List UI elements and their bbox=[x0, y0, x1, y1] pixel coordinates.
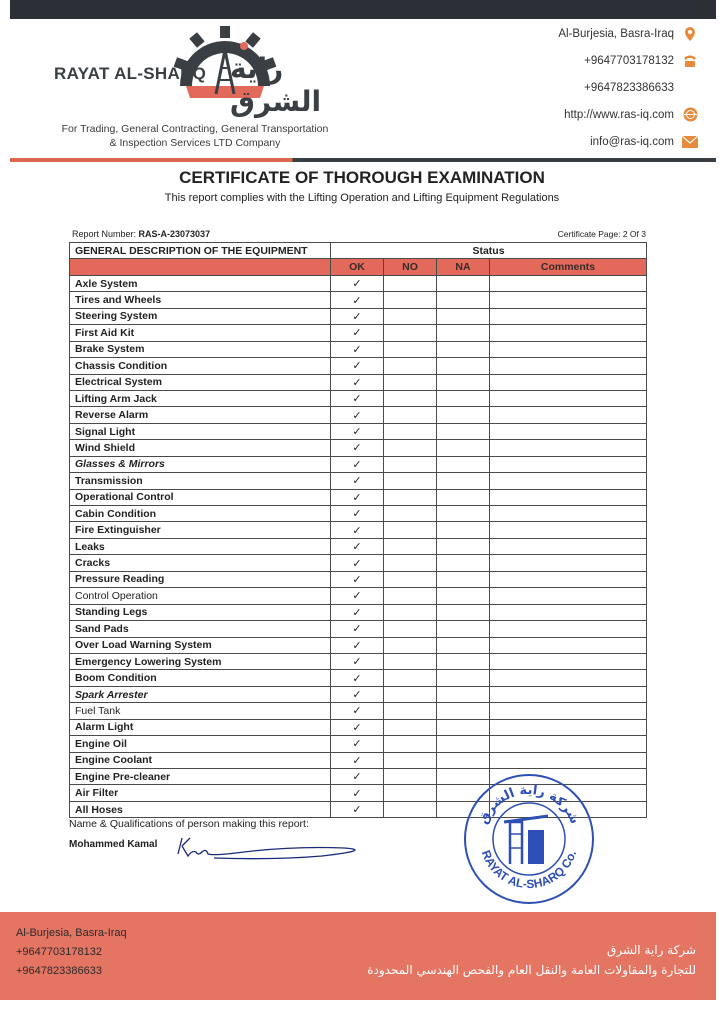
status-ok-check: ✓ bbox=[331, 358, 384, 374]
status-na-cell bbox=[437, 473, 490, 489]
document-title: CERTIFICATE OF THOROUGH EXAMINATION bbox=[179, 168, 545, 187]
equipment-item-name: Emergency Lowering System bbox=[70, 653, 331, 669]
status-ok-check: ✓ bbox=[331, 506, 384, 522]
contact-phone-1 bbox=[458, 47, 698, 74]
comments-cell bbox=[490, 341, 647, 357]
status-na-cell bbox=[437, 292, 490, 308]
equipment-item-name: Brake System bbox=[70, 341, 331, 357]
status-ok-check: ✓ bbox=[331, 736, 384, 752]
equipment-item-name: Engine Pre-cleaner bbox=[70, 769, 331, 785]
equipment-item-name: Standing Legs bbox=[70, 604, 331, 620]
contact-block bbox=[458, 20, 698, 155]
footer-arabic-line-2: للتجارة والمقاولات العامة والنقل العام والفحص الهندسي المحدودة bbox=[367, 963, 696, 977]
comments-cell bbox=[490, 489, 647, 505]
status-na-cell bbox=[437, 571, 490, 587]
status-no-cell bbox=[384, 358, 437, 374]
equipment-item-name: Alarm Light bbox=[70, 719, 331, 735]
footer-arabic-name bbox=[367, 940, 696, 980]
equipment-item-name: Air Filter bbox=[70, 785, 331, 801]
comments-cell bbox=[490, 637, 647, 653]
table-row bbox=[70, 703, 647, 719]
table-row bbox=[70, 653, 647, 669]
status-na-cell bbox=[437, 637, 490, 653]
contact-website[interactable] bbox=[458, 101, 698, 128]
status-ok-check: ✓ bbox=[331, 538, 384, 554]
top-dark-bar bbox=[10, 0, 716, 19]
comments-cell bbox=[490, 522, 647, 538]
comments-cell bbox=[490, 686, 647, 702]
status-na-cell bbox=[437, 325, 490, 341]
logo-text-english: RAYAT AL-SHARQ bbox=[54, 64, 207, 83]
comments-cell bbox=[490, 423, 647, 439]
status-ok-check: ✓ bbox=[331, 637, 384, 653]
table-row bbox=[70, 736, 647, 752]
company-stamp bbox=[462, 772, 596, 906]
status-ok-check: ✓ bbox=[331, 456, 384, 472]
status-na-cell bbox=[437, 440, 490, 456]
status-na-cell bbox=[437, 752, 490, 768]
equipment-item-name: Tires and Wheels bbox=[70, 292, 331, 308]
table-row bbox=[70, 522, 647, 538]
comments-cell bbox=[490, 703, 647, 719]
document-subtitle: This report complies with the Lifting Operation and Lifting Equipment Regulations bbox=[164, 192, 560, 204]
table-row bbox=[70, 621, 647, 637]
report-number-value: RAS-A-23073037 bbox=[138, 229, 211, 239]
comments-cell bbox=[490, 440, 647, 456]
table-header-row-1 bbox=[70, 243, 647, 259]
location-pin-icon bbox=[682, 26, 698, 42]
status-no-cell bbox=[384, 621, 437, 637]
status-na-cell bbox=[437, 621, 490, 637]
footer-band bbox=[0, 912, 716, 1000]
status-na-cell bbox=[437, 456, 490, 472]
table-row bbox=[70, 440, 647, 456]
status-ok-check: ✓ bbox=[331, 703, 384, 719]
status-no-cell bbox=[384, 785, 437, 801]
equipment-item-name: Engine Oil bbox=[70, 736, 331, 752]
status-ok-check: ✓ bbox=[331, 440, 384, 456]
equipment-item-name: Steering System bbox=[70, 308, 331, 324]
header-na: NA bbox=[437, 259, 490, 275]
table-row bbox=[70, 489, 647, 505]
status-ok-check: ✓ bbox=[331, 407, 384, 423]
status-no-cell bbox=[384, 588, 437, 604]
tagline-line-2: & Inspection Services LTD Company bbox=[109, 137, 281, 149]
status-na-cell bbox=[437, 670, 490, 686]
comments-cell bbox=[490, 292, 647, 308]
comments-cell bbox=[490, 275, 647, 291]
status-ok-check: ✓ bbox=[331, 473, 384, 489]
globe-icon bbox=[682, 107, 698, 123]
contact-website-text[interactable]: http://www.ras-iq.com bbox=[564, 108, 674, 121]
equipment-item-name: Electrical System bbox=[70, 374, 331, 390]
status-na-cell bbox=[437, 308, 490, 324]
status-na-cell bbox=[437, 407, 490, 423]
comments-cell bbox=[490, 538, 647, 554]
status-ok-check: ✓ bbox=[331, 670, 384, 686]
status-no-cell bbox=[384, 456, 437, 472]
table-row bbox=[70, 571, 647, 587]
handwritten-signature bbox=[174, 832, 394, 862]
status-no-cell bbox=[384, 653, 437, 669]
table-row bbox=[70, 456, 647, 472]
footer-phone-1: +9647703178132 bbox=[16, 946, 102, 958]
stamp-english-text: RAYAT AL-SHARQ Co. bbox=[478, 848, 580, 892]
table-row bbox=[70, 341, 647, 357]
comments-cell bbox=[490, 325, 647, 341]
equipment-item-name: Boom Condition bbox=[70, 670, 331, 686]
status-ok-check: ✓ bbox=[331, 752, 384, 768]
status-na-cell bbox=[437, 489, 490, 505]
table-row bbox=[70, 588, 647, 604]
status-ok-check: ✓ bbox=[331, 489, 384, 505]
comments-cell bbox=[490, 604, 647, 620]
status-ok-check: ✓ bbox=[331, 653, 384, 669]
comments-cell bbox=[490, 456, 647, 472]
comments-cell bbox=[490, 390, 647, 406]
status-na-cell bbox=[437, 719, 490, 735]
table-row bbox=[70, 292, 647, 308]
comments-cell bbox=[490, 374, 647, 390]
equipment-item-name: Operational Control bbox=[70, 489, 331, 505]
header-divider bbox=[10, 158, 716, 162]
status-na-cell bbox=[437, 736, 490, 752]
table-row bbox=[70, 374, 647, 390]
header-status: Status bbox=[331, 243, 647, 259]
status-ok-check: ✓ bbox=[331, 374, 384, 390]
status-no-cell bbox=[384, 538, 437, 554]
status-no-cell bbox=[384, 506, 437, 522]
status-no-cell bbox=[384, 571, 437, 587]
status-na-cell bbox=[437, 341, 490, 357]
status-no-cell bbox=[384, 374, 437, 390]
status-no-cell bbox=[384, 440, 437, 456]
signature-label: Name & Qualifications of person making this report: bbox=[69, 818, 309, 830]
status-ok-check: ✓ bbox=[331, 275, 384, 291]
status-ok-check: ✓ bbox=[331, 325, 384, 341]
contact-phone-2-text: +9647823386633 bbox=[584, 81, 674, 94]
status-ok-check: ✓ bbox=[331, 621, 384, 637]
equipment-item-name: Cracks bbox=[70, 555, 331, 571]
comments-cell bbox=[490, 506, 647, 522]
comments-cell bbox=[490, 308, 647, 324]
status-ok-check: ✓ bbox=[331, 719, 384, 735]
header-comments: Comments bbox=[490, 259, 647, 275]
equipment-item-name: Chassis Condition bbox=[70, 358, 331, 374]
status-ok-check: ✓ bbox=[331, 522, 384, 538]
status-no-cell bbox=[384, 407, 437, 423]
status-no-cell bbox=[384, 275, 437, 291]
status-ok-check: ✓ bbox=[331, 341, 384, 357]
status-ok-check: ✓ bbox=[331, 604, 384, 620]
status-no-cell bbox=[384, 390, 437, 406]
envelope-icon bbox=[682, 134, 698, 150]
status-na-cell bbox=[437, 686, 490, 702]
equipment-item-name: Fuel Tank bbox=[70, 703, 331, 719]
equipment-item-name: Over Load Warning System bbox=[70, 637, 331, 653]
status-na-cell bbox=[437, 555, 490, 571]
status-no-cell bbox=[384, 703, 437, 719]
status-ok-check: ✓ bbox=[331, 292, 384, 308]
signature-section bbox=[69, 818, 389, 850]
equipment-item-name: Glasses & Mirrors bbox=[70, 456, 331, 472]
phone-icon bbox=[682, 53, 698, 69]
status-na-cell bbox=[437, 588, 490, 604]
table-row bbox=[70, 686, 647, 702]
equipment-item-name: All Hoses bbox=[70, 801, 331, 817]
company-logo bbox=[48, 24, 348, 124]
status-ok-check: ✓ bbox=[331, 555, 384, 571]
comments-cell bbox=[490, 473, 647, 489]
equipment-item-name: Cabin Condition bbox=[70, 506, 331, 522]
status-no-cell bbox=[384, 604, 437, 620]
table-row bbox=[70, 752, 647, 768]
equipment-item-name: Pressure Reading bbox=[70, 571, 331, 587]
table-header-row-2 bbox=[70, 259, 647, 275]
stamp-arabic-text: شركة راية الشرق bbox=[476, 782, 583, 827]
comments-cell bbox=[490, 407, 647, 423]
equipment-status-table bbox=[69, 242, 647, 818]
status-na-cell bbox=[437, 506, 490, 522]
status-no-cell bbox=[384, 423, 437, 439]
status-ok-check: ✓ bbox=[331, 423, 384, 439]
footer-address: Al-Burjesia, Basra-Iraq bbox=[16, 927, 127, 939]
table-row bbox=[70, 423, 647, 439]
comments-cell bbox=[490, 670, 647, 686]
footer-contact bbox=[16, 924, 127, 981]
status-no-cell bbox=[384, 769, 437, 785]
status-no-cell bbox=[384, 752, 437, 768]
table-row bbox=[70, 670, 647, 686]
status-no-cell bbox=[384, 801, 437, 817]
footer-phone-2: +9647823386633 bbox=[16, 965, 102, 977]
equipment-item-name: First Aid Kit bbox=[70, 325, 331, 341]
status-no-cell bbox=[384, 292, 437, 308]
equipment-item-name: Engine Coolant bbox=[70, 752, 331, 768]
status-no-cell bbox=[384, 637, 437, 653]
table-row bbox=[70, 275, 647, 291]
stamp-derrick-icon bbox=[504, 816, 548, 864]
status-na-cell bbox=[437, 358, 490, 374]
comments-cell bbox=[490, 588, 647, 604]
comments-cell bbox=[490, 653, 647, 669]
status-no-cell bbox=[384, 341, 437, 357]
status-ok-check: ✓ bbox=[331, 769, 384, 785]
comments-cell bbox=[490, 719, 647, 735]
comments-cell bbox=[490, 555, 647, 571]
tagline-line-1: For Trading, General Contracting, General Transportation bbox=[61, 123, 329, 135]
inspector-name: Mohammed Kamal bbox=[69, 839, 158, 850]
comments-cell bbox=[490, 358, 647, 374]
status-na-cell bbox=[437, 275, 490, 291]
status-ok-check: ✓ bbox=[331, 801, 384, 817]
contact-address bbox=[458, 20, 698, 47]
table-row bbox=[70, 506, 647, 522]
contact-email-text[interactable]: info@ras-iq.com bbox=[590, 135, 674, 148]
report-number bbox=[72, 229, 210, 239]
status-na-cell bbox=[437, 390, 490, 406]
comments-cell bbox=[490, 621, 647, 637]
status-no-cell bbox=[384, 325, 437, 341]
table-row bbox=[70, 358, 647, 374]
comments-cell bbox=[490, 571, 647, 587]
status-no-cell bbox=[384, 489, 437, 505]
status-no-cell bbox=[384, 308, 437, 324]
status-ok-check: ✓ bbox=[331, 390, 384, 406]
header-description: GENERAL DESCRIPTION OF THE EQUIPMENT bbox=[70, 243, 331, 259]
status-na-cell bbox=[437, 423, 490, 439]
status-na-cell bbox=[437, 522, 490, 538]
status-ok-check: ✓ bbox=[331, 686, 384, 702]
status-no-cell bbox=[384, 719, 437, 735]
company-tagline bbox=[40, 122, 350, 150]
table-row bbox=[70, 390, 647, 406]
status-ok-check: ✓ bbox=[331, 308, 384, 324]
table-row bbox=[70, 637, 647, 653]
status-no-cell bbox=[384, 670, 437, 686]
contact-address-text: Al-Burjesia, Basra-Iraq bbox=[558, 27, 674, 40]
header-no: NO bbox=[384, 259, 437, 275]
equipment-item-name: Transmission bbox=[70, 473, 331, 489]
status-ok-check: ✓ bbox=[331, 785, 384, 801]
status-na-cell bbox=[437, 538, 490, 554]
status-na-cell bbox=[437, 653, 490, 669]
equipment-item-name: Sand Pads bbox=[70, 621, 331, 637]
logo-text-arabic: راية الشرق bbox=[230, 52, 322, 118]
equipment-item-name: Fire Extinguisher bbox=[70, 522, 331, 538]
header-ok: OK bbox=[331, 259, 384, 275]
status-no-cell bbox=[384, 522, 437, 538]
status-na-cell bbox=[437, 604, 490, 620]
status-no-cell bbox=[384, 686, 437, 702]
certificate-page-number: Certificate Page: 2 Of 3 bbox=[557, 229, 646, 239]
footer-arabic-line-1: شركة راية الشرق bbox=[607, 943, 696, 957]
status-ok-check: ✓ bbox=[331, 588, 384, 604]
header-blank bbox=[70, 259, 331, 275]
table-row bbox=[70, 407, 647, 423]
table-row bbox=[70, 473, 647, 489]
equipment-item-name: Lifting Arm Jack bbox=[70, 390, 331, 406]
table-row bbox=[70, 555, 647, 571]
contact-email[interactable] bbox=[458, 128, 698, 155]
table-row bbox=[70, 719, 647, 735]
equipment-item-name: Control Operation bbox=[70, 588, 331, 604]
equipment-item-name: Spark Arrester bbox=[70, 686, 331, 702]
status-no-cell bbox=[384, 473, 437, 489]
table-row bbox=[70, 308, 647, 324]
report-number-label: Report Number: bbox=[72, 229, 139, 239]
status-no-cell bbox=[384, 555, 437, 571]
status-no-cell bbox=[384, 736, 437, 752]
table-row bbox=[70, 538, 647, 554]
contact-phone-2 bbox=[458, 74, 698, 101]
equipment-item-name: Axle System bbox=[70, 275, 331, 291]
status-ok-check: ✓ bbox=[331, 571, 384, 587]
equipment-item-name: Signal Light bbox=[70, 423, 331, 439]
table-row bbox=[70, 325, 647, 341]
equipment-item-name: Wind Shield bbox=[70, 440, 331, 456]
status-na-cell bbox=[437, 703, 490, 719]
comments-cell bbox=[490, 736, 647, 752]
equipment-item-name: Leaks bbox=[70, 538, 331, 554]
equipment-item-name: Reverse Alarm bbox=[70, 407, 331, 423]
status-na-cell bbox=[437, 374, 490, 390]
contact-phone-1-text: +9647703178132 bbox=[584, 54, 674, 67]
table-row bbox=[70, 604, 647, 620]
comments-cell bbox=[490, 752, 647, 768]
